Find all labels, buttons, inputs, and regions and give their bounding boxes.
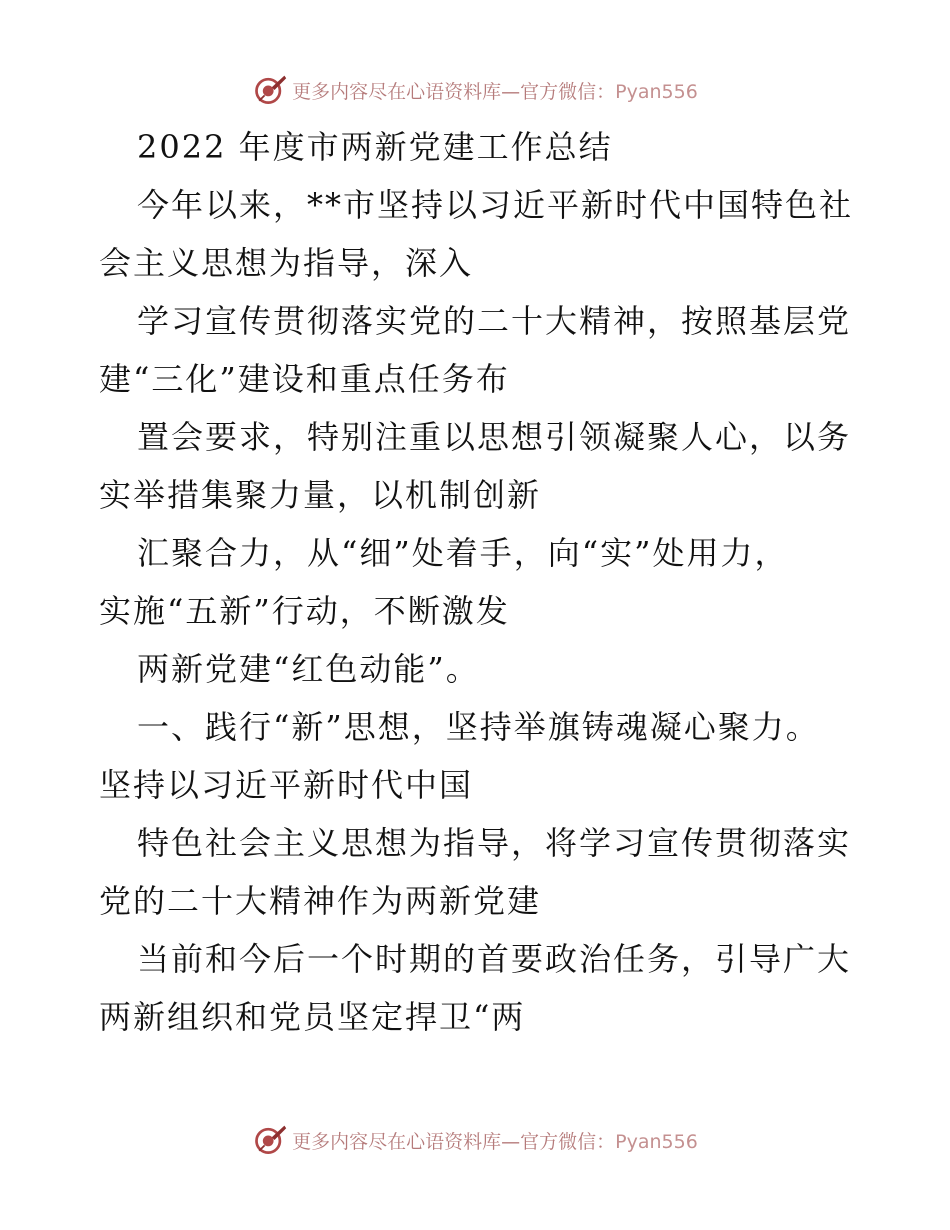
text-line: 两新组织和党员坚定捍卫“两: [99, 998, 526, 1036]
text-line: 学习宣传贯彻落实党的二十大精神，按照基层党: [137, 302, 852, 340]
document-title: 2022 年度市两新党建工作总结: [137, 128, 613, 166]
text-line: 一、践行“新”思想，坚持举旗铸魂凝心聚力。: [137, 708, 820, 746]
text-line: 当前和今后一个时期的首要政治任务，引导广大: [137, 940, 852, 978]
pen-logo-icon: [252, 72, 288, 108]
watermark-wechat-id: Pyan556: [615, 80, 698, 103]
text-line: 实施“五新”行动，不断激发: [99, 592, 510, 630]
text-line: 建“三化”建设和重点任务布: [99, 360, 510, 398]
text-line: 会主义思想为指导，深入: [99, 244, 474, 282]
watermark-banner-bottom: [0, 1120, 950, 1160]
text-line: 党的二十大精神作为两新党建: [99, 882, 542, 920]
text-line: 实举措集聚力量，以机制创新: [99, 476, 542, 514]
watermark-text: 更多内容尽在心语资料库—官方微信：: [292, 80, 616, 103]
text-line: 两新党建“红色动能”。: [137, 650, 480, 688]
text-line: 置会要求，特别注重以思想引领凝聚人心，以务: [137, 418, 852, 456]
watermark-text: 更多内容尽在心语资料库—官方微信：: [292, 1130, 616, 1153]
text-line: 汇聚合力，从“细”处着手，向“实”处用力，: [137, 534, 789, 572]
text-line: 特色社会主义思想为指导，将学习宣传贯彻落实: [137, 824, 852, 862]
text-line: 今年以来，**市坚持以习近平新时代中国特色社: [137, 186, 854, 224]
text-line: 坚持以习近平新时代中国: [99, 766, 474, 804]
watermark-wechat-id: Pyan556: [615, 1130, 698, 1153]
pen-logo-icon: [252, 1122, 288, 1158]
document-body: [99, 118, 859, 1046]
watermark-banner-top: [0, 70, 950, 110]
